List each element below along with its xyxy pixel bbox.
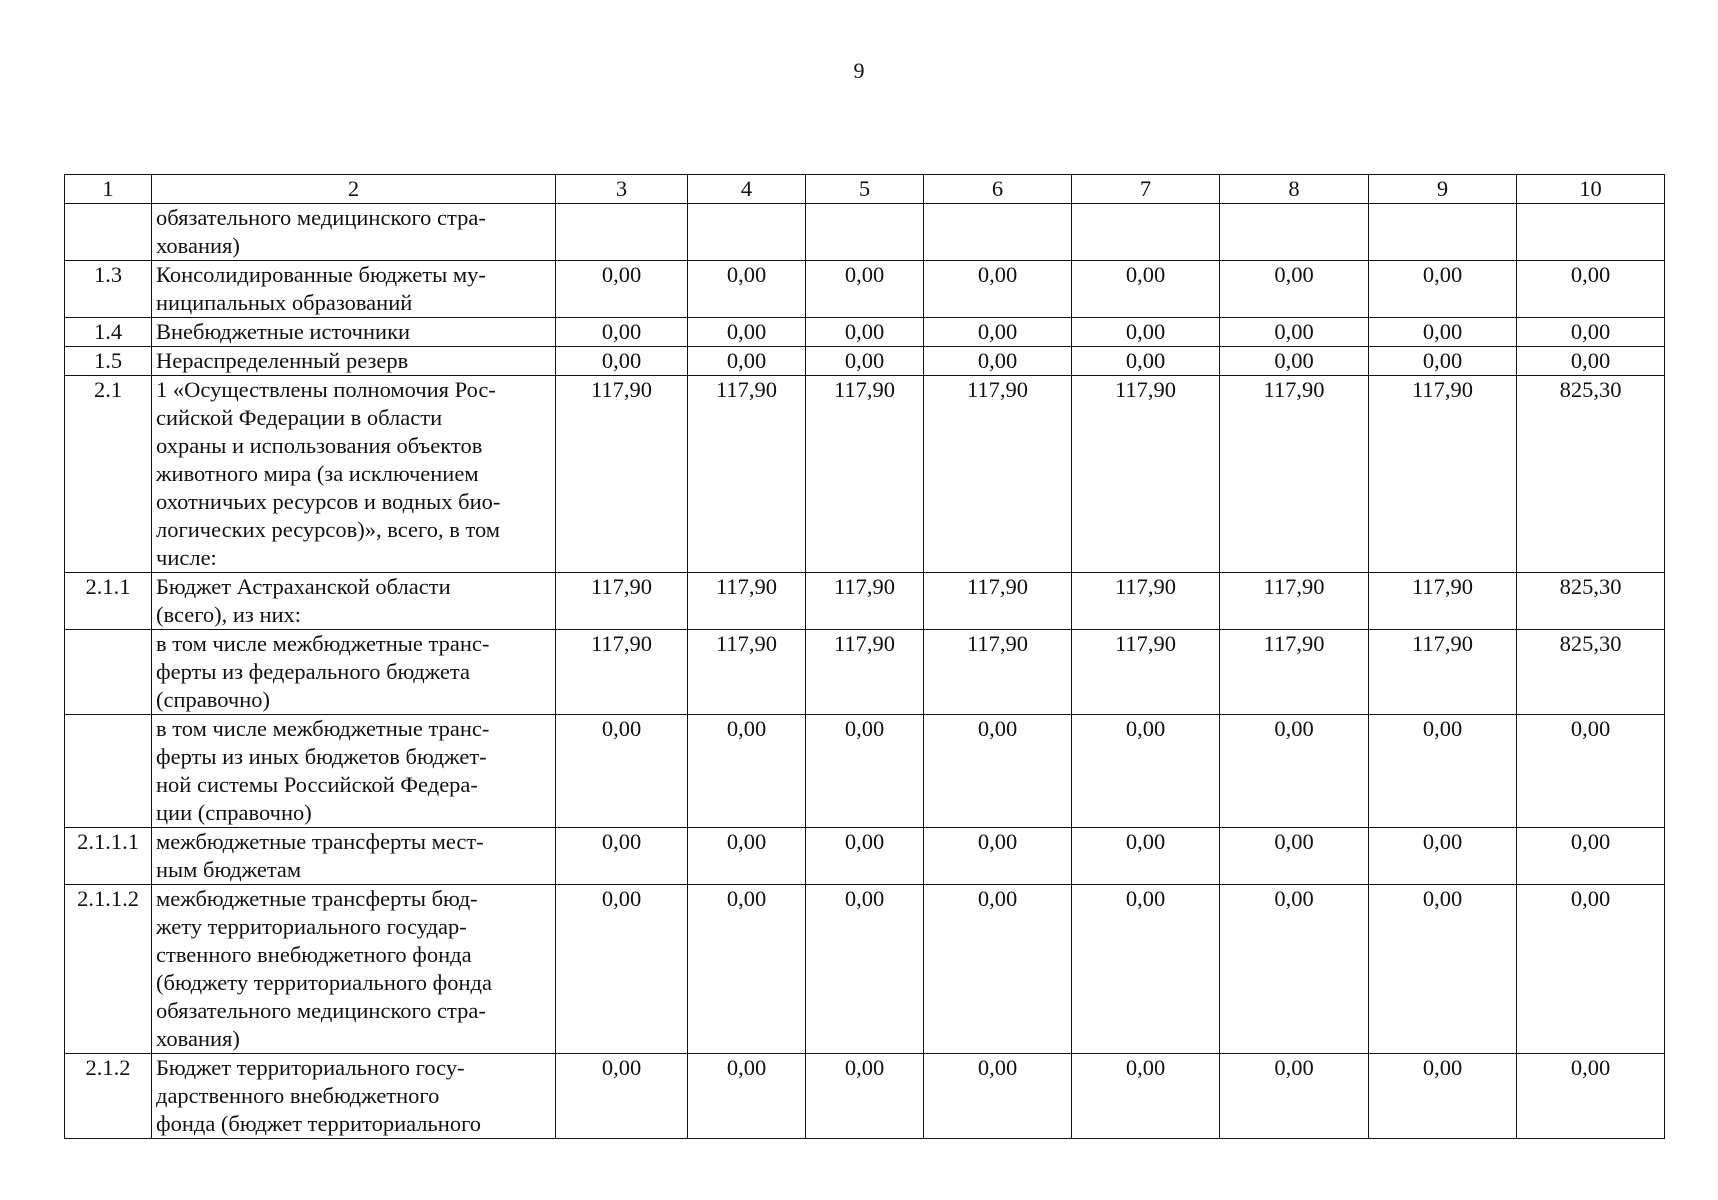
value-cell: 825,30 [1517,573,1665,630]
value-cell: 0,00 [924,885,1072,1054]
value-cell: 0,00 [806,715,924,828]
value-cell: 0,00 [924,828,1072,885]
value-cell: 0,00 [1369,318,1517,347]
row-label-line: хования) [156,233,240,258]
value-cell: 0,00 [688,1054,806,1139]
row-label-line: дарственного внебюджетного [156,1083,440,1108]
value-cell [556,204,688,261]
value-cell [924,204,1072,261]
value-cell: 0,00 [924,715,1072,828]
value-cell: 0,00 [1072,1054,1220,1139]
value-cell: 0,00 [924,318,1072,347]
row-label-line: обязательного медицинского стра- [156,205,486,230]
value-cell: 0,00 [688,261,806,318]
col-header: 6 [924,175,1072,204]
row-label-line: Бюджет территориального госу- [156,1055,465,1080]
row-number [65,204,152,261]
col-header: 10 [1517,175,1665,204]
row-label [152,318,556,347]
value-cell: 0,00 [1517,828,1665,885]
table-row [65,828,1665,885]
value-cell: 0,00 [806,261,924,318]
row-label-line: ферты из иных бюджетов бюджет- [156,744,487,769]
value-cell: 0,00 [556,715,688,828]
value-cell: 825,30 [1517,630,1665,715]
row-number: 2.1.1.1 [65,828,152,885]
row-label-line: охотничьих ресурсов и водных био- [156,489,501,514]
row-number: 2.1.1 [65,573,152,630]
row-label [152,204,556,261]
value-cell: 0,00 [806,885,924,1054]
row-label-line: животного мира (за исключением [156,461,479,486]
row-label [152,715,556,828]
row-label-line: 1 «Осуществлены полномочия Рос- [156,377,496,402]
row-label-line: охраны и использования объектов [156,433,483,458]
value-cell: 0,00 [556,885,688,1054]
value-cell: 0,00 [1369,885,1517,1054]
value-cell: 117,90 [1220,630,1369,715]
value-cell: 0,00 [924,261,1072,318]
value-cell: 117,90 [806,573,924,630]
row-label-line: фонда (бюджет территориального [156,1111,481,1136]
row-label-line: числе: [156,545,217,570]
header-row [65,175,1665,204]
value-cell: 0,00 [1072,318,1220,347]
value-cell: 117,90 [688,573,806,630]
value-cell: 0,00 [688,828,806,885]
row-number: 2.1 [65,376,152,573]
row-label-line: Нераспределенный резерв [156,348,409,373]
value-cell: 0,00 [1220,1054,1369,1139]
row-label [152,261,556,318]
row-label-line: ственного внебюджетного фонда [156,942,472,967]
budget-table [64,174,1665,1139]
value-cell: 0,00 [1369,261,1517,318]
table-row [65,261,1665,318]
row-label-line: в том числе межбюджетные транс- [156,716,490,741]
col-header: 7 [1072,175,1220,204]
value-cell: 0,00 [1072,885,1220,1054]
value-cell: 0,00 [1220,261,1369,318]
table-row [65,885,1665,1054]
value-cell: 0,00 [1369,347,1517,376]
value-cell: 117,90 [1072,573,1220,630]
value-cell: 117,90 [806,376,924,573]
row-label-line: Внебюджетные источники [156,319,411,344]
col-header: 4 [688,175,806,204]
row-label [152,1054,556,1139]
row-label-line: Бюджет Астраханской области [156,574,451,599]
table-row [65,630,1665,715]
value-cell: 0,00 [1517,318,1665,347]
value-cell: 0,00 [556,261,688,318]
row-label-line: ниципальных образований [156,290,413,315]
row-label-line: (бюджету территориального фонда [156,970,492,995]
page-number: 9 [853,58,865,83]
value-cell: 0,00 [924,347,1072,376]
value-cell: 0,00 [1517,261,1665,318]
row-number: 2.1.1.2 [65,885,152,1054]
value-cell: 825,30 [1517,376,1665,573]
col-header: 9 [1369,175,1517,204]
value-cell: 117,90 [924,376,1072,573]
value-cell [1517,204,1665,261]
value-cell: 117,90 [1220,573,1369,630]
value-cell: 117,90 [688,630,806,715]
row-label [152,630,556,715]
value-cell: 0,00 [1072,347,1220,376]
col-header: 3 [556,175,688,204]
value-cell: 0,00 [1517,715,1665,828]
table-row [65,347,1665,376]
row-label-line: ным бюджетам [156,857,302,882]
table-row [65,1054,1665,1139]
value-cell [1220,204,1369,261]
table-row [65,318,1665,347]
value-cell: 117,90 [1369,376,1517,573]
value-cell: 0,00 [1220,715,1369,828]
value-cell: 117,90 [924,630,1072,715]
value-cell: 0,00 [806,1054,924,1139]
value-cell: 0,00 [1220,318,1369,347]
col-header: 5 [806,175,924,204]
value-cell: 0,00 [556,318,688,347]
value-cell: 0,00 [688,347,806,376]
value-cell [688,204,806,261]
value-cell [1369,204,1517,261]
table-row [65,715,1665,828]
row-number: 1.5 [65,347,152,376]
row-number [65,630,152,715]
value-cell: 0,00 [806,347,924,376]
value-cell: 0,00 [1517,885,1665,1054]
value-cell: 0,00 [688,318,806,347]
value-cell: 117,90 [1369,630,1517,715]
value-cell: 117,90 [688,376,806,573]
value-cell: 0,00 [1369,715,1517,828]
row-label [152,573,556,630]
table-row [65,204,1665,261]
value-cell: 117,90 [1220,376,1369,573]
value-cell: 117,90 [556,630,688,715]
value-cell: 0,00 [688,715,806,828]
value-cell [1072,204,1220,261]
table-row [65,573,1665,630]
row-label-line: ной системы Российской Федера- [156,772,478,797]
table-body [65,204,1665,1139]
value-cell: 0,00 [1517,347,1665,376]
value-cell: 0,00 [556,1054,688,1139]
value-cell: 0,00 [1220,885,1369,1054]
value-cell: 0,00 [1072,715,1220,828]
row-label-line: хования) [156,1026,240,1051]
row-label-line: межбюджетные трансферты мест- [156,829,484,854]
value-cell: 117,90 [1369,573,1517,630]
value-cell: 0,00 [1369,1054,1517,1139]
row-label-line: (всего), из них: [156,602,302,627]
row-label [152,376,556,573]
row-number: 1.3 [65,261,152,318]
value-cell: 117,90 [924,573,1072,630]
row-label-line: ции (справочно) [156,800,312,825]
row-number: 1.4 [65,318,152,347]
value-cell: 0,00 [1220,828,1369,885]
row-number [65,715,152,828]
row-label-line: Консолидированные бюджеты му- [156,262,486,287]
row-label [152,885,556,1054]
value-cell: 0,00 [806,828,924,885]
value-cell: 117,90 [806,630,924,715]
value-cell: 0,00 [1072,828,1220,885]
value-cell: 0,00 [1072,261,1220,318]
value-cell: 0,00 [556,347,688,376]
row-label-line: жету территориального государ- [156,914,467,939]
row-label-line: логических ресурсов)», всего, в том [156,517,501,542]
value-cell: 117,90 [1072,376,1220,573]
row-label [152,828,556,885]
value-cell [806,204,924,261]
col-header: 1 [65,175,152,204]
value-cell: 0,00 [688,885,806,1054]
row-label-line: межбюджетные трансферты бюд- [156,886,478,911]
table-row [65,376,1665,573]
value-cell: 117,90 [1072,630,1220,715]
row-number: 2.1.2 [65,1054,152,1139]
col-header: 2 [152,175,556,204]
row-label-line: сийской Федерации в области [156,405,443,430]
value-cell: 0,00 [1369,828,1517,885]
value-cell: 0,00 [1517,1054,1665,1139]
row-label-line: обязательного медицинского стра- [156,998,486,1023]
row-label [152,347,556,376]
value-cell: 0,00 [1220,347,1369,376]
col-header: 8 [1220,175,1369,204]
row-label-line: (справочно) [156,687,270,712]
value-cell: 117,90 [556,376,688,573]
row-label-line: ферты из федерального бюджета [156,659,471,684]
value-cell: 0,00 [556,828,688,885]
value-cell: 0,00 [924,1054,1072,1139]
row-label-line: в том числе межбюджетные транс- [156,631,490,656]
value-cell: 117,90 [556,573,688,630]
value-cell: 0,00 [806,318,924,347]
